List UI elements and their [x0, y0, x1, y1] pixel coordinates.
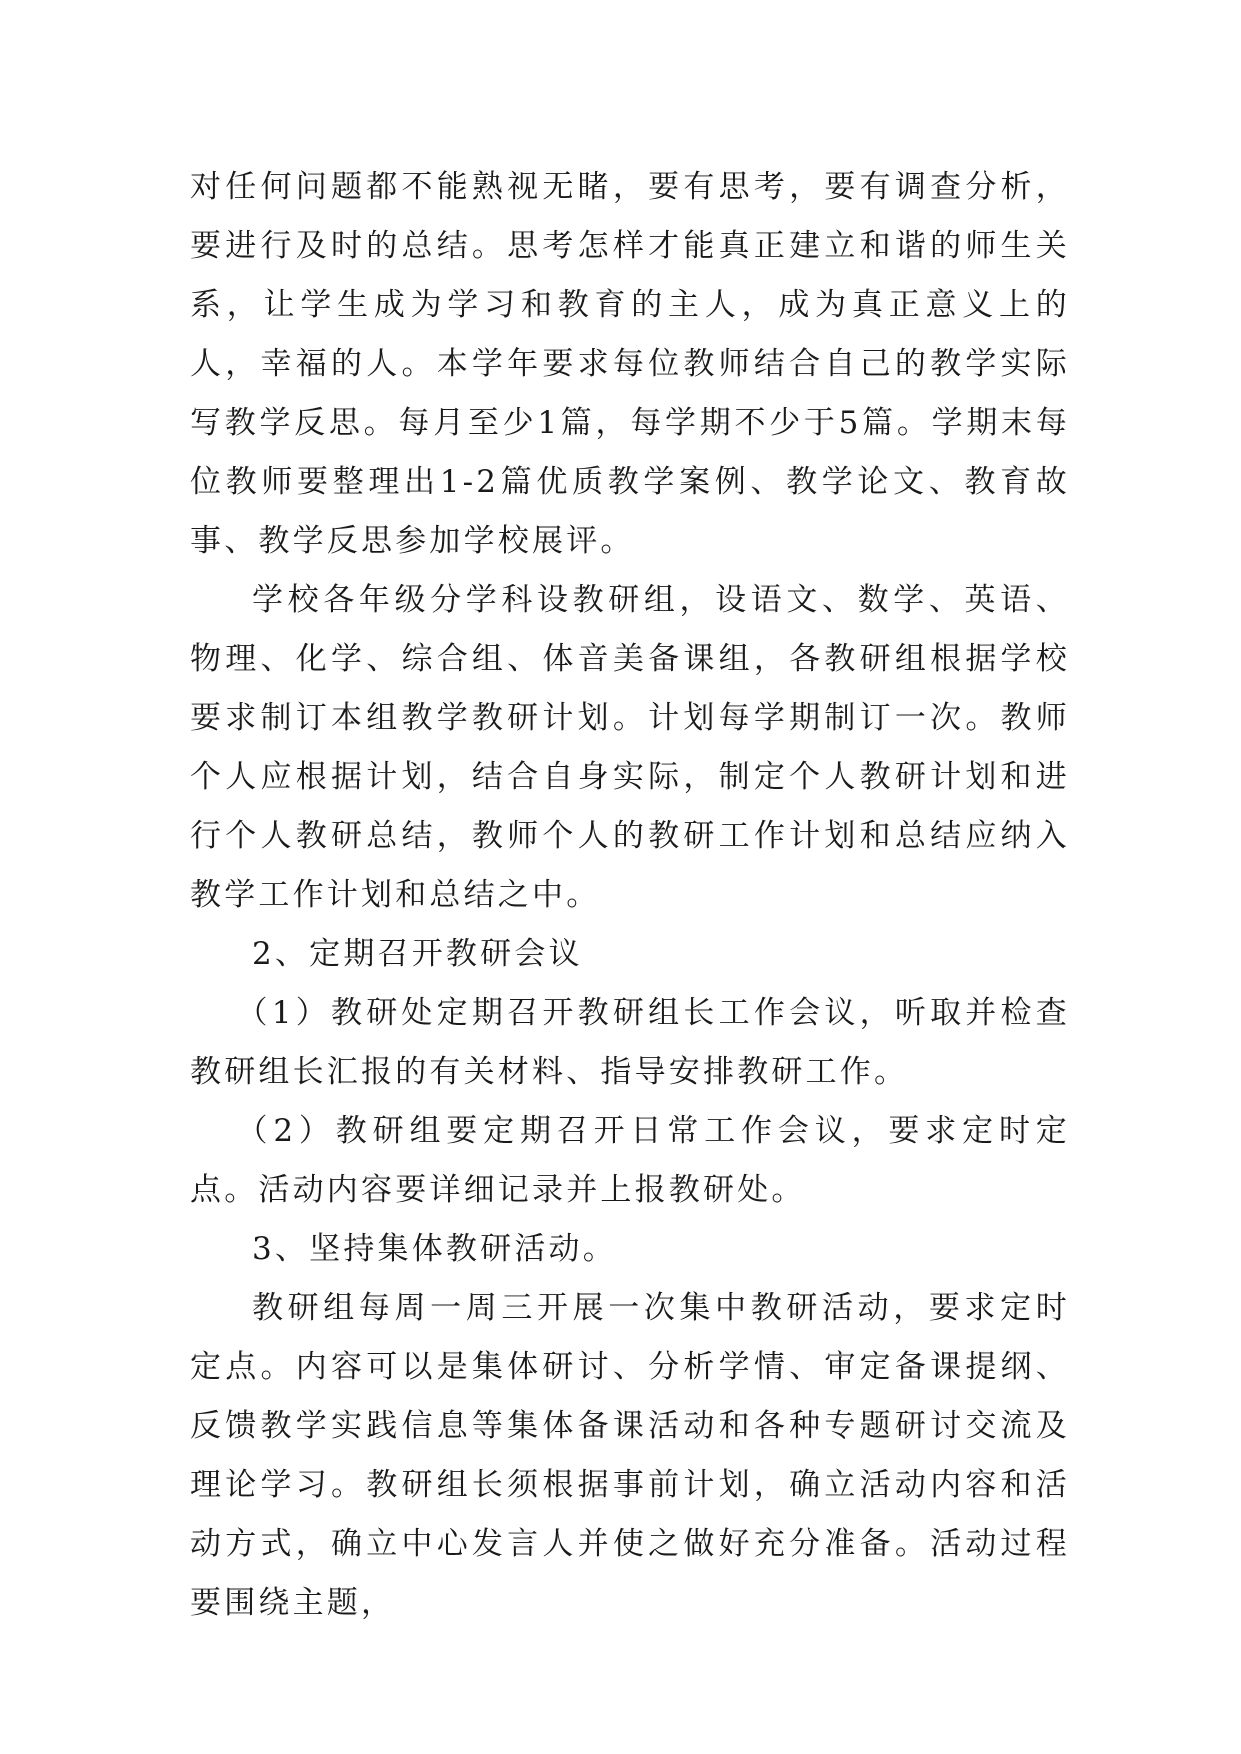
document-body [190, 158, 1070, 1633]
paragraph-meeting-item-1: （1）教研处定期召开教研组长工作会议，听取并检查教研组长汇报的有关材料、指导安排教研工作。 [190, 995, 1070, 1090]
paragraph-reflection-requirements: 对任何问题都不能熟视无睹，要有思考，要有调查分析，要进行及时的总结。思考怎样才能真正建立和谐的师生关系，让学生成为学习和教育的主人，成为真正意义上的人，幸福的人。本学年要求每位教师结合自己的教学实际写教学反思。每月至少1篇，每学期不少于5篇。学期末每位教师要整理出1-2篇优质教学案例、教学论文、教育故事、教学反思参加学校展评。 [190, 169, 1070, 559]
heading-collective-research: 3、坚持集体教研活动。 [252, 1231, 617, 1267]
paragraph-teaching-research-groups: 学校各年级分学科设教研组，设语文、数学、英语、物理、化学、综合组、体音美备课组，各教研组根据学校要求制订本组教学教研计划。计划每学期制订一次。教师个人应根据计划，结合自身实际，制定个人教研计划和进行个人教研总结，教师个人的教研工作计划和总结应纳入教学工作计划和总结之中。 [190, 582, 1070, 913]
paragraph-meeting-item-2: （2）教研组要定期召开日常工作会议，要求定时定点。活动内容要详细记录并上报教研处。 [190, 1113, 1070, 1208]
paragraph-collective-research-activities: 教研组每周一周三开展一次集中教研活动，要求定时定点。内容可以是集体研讨、分析学情、审定备课提纲、反馈教学实践信息等集体备课活动和各种专题研讨交流及理论学习。教研组长须根据事前计划，确立活动内容和活动方式，确立中心发言人并使之做好充分准备。活动过程要围绕主题， [190, 1290, 1070, 1621]
heading-regular-meetings: 2、定期召开教研会议 [252, 936, 583, 972]
